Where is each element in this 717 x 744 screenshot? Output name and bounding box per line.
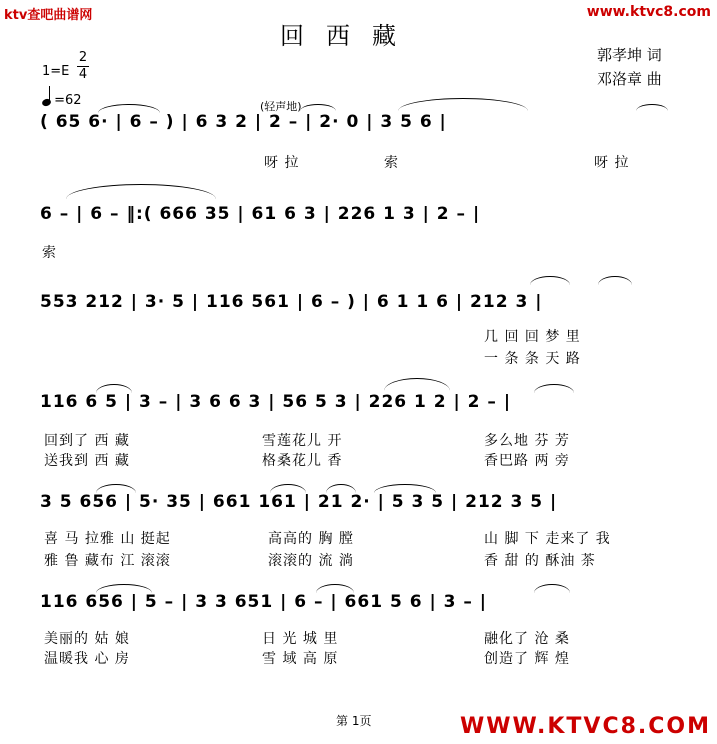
lyric-line: 融化了 沧 桑 (484, 631, 570, 647)
staff-row-1 (0, 112, 717, 146)
staff-row-5 (0, 492, 717, 526)
lyric-line: 索 (384, 155, 399, 171)
lyric-line: 雪 域 高 原 (262, 651, 339, 667)
notation-row-4: 116 6 5 | 3 – | 3 6 6 3 | 56 5 3 | 226 1 2 | 2 – | (40, 392, 512, 412)
staff-row-4 (0, 392, 717, 426)
lyric-line: 呀 拉 (264, 155, 300, 171)
time-bottom: 4 (78, 67, 88, 82)
staff-row-2 (0, 204, 717, 238)
lyric-line: 山 脚 下 走来了 我 (484, 531, 611, 547)
lyric-line: 几 回 回 梦 里 (484, 329, 581, 345)
tempo-value: =62 (54, 93, 82, 108)
lyric-line: 日 光 城 里 (262, 631, 339, 647)
notation-row-2: 6 – | 6 – ‖:( 666 35 | 61 6 3 | 226 1 3 | 2 – | (40, 204, 481, 224)
slur-mark (66, 184, 216, 199)
page-footer: 第 1页 (336, 714, 372, 728)
lyric-line: 多么地 芬 芳 (484, 433, 570, 449)
time-top: 2 (78, 50, 88, 65)
watermark-top-left: ktv查吧曲谱网 (4, 8, 93, 23)
lyric-line: 创造了 辉 煌 (484, 651, 570, 667)
lyric-line: 索 (42, 245, 57, 261)
lyric-line: 送我到 西 藏 (44, 453, 130, 469)
lyric-line: 雅 鲁 藏布 江 滚滚 (44, 553, 171, 569)
slur-mark (530, 276, 570, 285)
lyric-line: 雪莲花儿 开 (262, 433, 343, 449)
watermark-bottom: WWW.KTVC8.COM (460, 714, 711, 739)
lyric-line: 一 条 条 天 路 (484, 351, 581, 367)
lyricist-credit: 郭孝坤 词 (597, 46, 662, 64)
lyric-line: 呀 拉 (594, 155, 630, 171)
notation-row-1: ( 65 6· | 6 – ) | 6 3 2 | 2 – | 2· 0 | 3 5 6 | (40, 112, 447, 132)
slur-mark (300, 104, 336, 111)
song-title: 回西藏 (280, 22, 418, 50)
quarter-note-icon (41, 98, 52, 108)
composer-credit: 邓洛章 曲 (597, 70, 662, 88)
slur-mark (636, 104, 668, 111)
lyric-line: 格桑花儿 香 (262, 453, 343, 469)
lyric-line: 回到了 西 藏 (44, 433, 130, 449)
lyric-line: 温暖我 心 房 (44, 651, 130, 667)
lyric-line: 喜 马 拉雅 山 挺起 (44, 531, 171, 547)
lyric-line: 香巴路 两 旁 (484, 453, 570, 469)
slur-mark (598, 276, 632, 285)
staff-row-3 (0, 292, 717, 326)
staff-row-6 (0, 592, 717, 626)
notation-row-5: 3 5 656 | 5· 35 | 661 161 | 21 2· | 5 3 5 | 212 3 5 | (40, 492, 558, 512)
performance-annotation: (轻声地) (260, 100, 302, 113)
key-signature: 1=E (42, 64, 70, 79)
lyric-line: 高高的 胸 膛 (268, 531, 354, 547)
lyric-line: 美丽的 姑 娘 (44, 631, 130, 647)
slur-mark (384, 378, 450, 391)
lyric-line: 香 甜 的 酥油 茶 (484, 553, 596, 569)
time-signature (76, 50, 90, 83)
tempo-marking (42, 86, 82, 108)
notation-row-6: 116 656 | 5 – | 3 3 651 | 6 – | 661 5 6 | 3 – | (40, 592, 487, 612)
slur-mark (398, 98, 528, 111)
watermark-top-right: www.ktvc8.com (586, 4, 711, 20)
notation-row-3: 553 212 | 3· 5 | 116 561 | 6 – ) | 6 1 1 6 | 212 3 | (40, 292, 543, 312)
lyric-line: 滚滚的 流 淌 (268, 553, 354, 569)
slur-mark (98, 104, 160, 113)
